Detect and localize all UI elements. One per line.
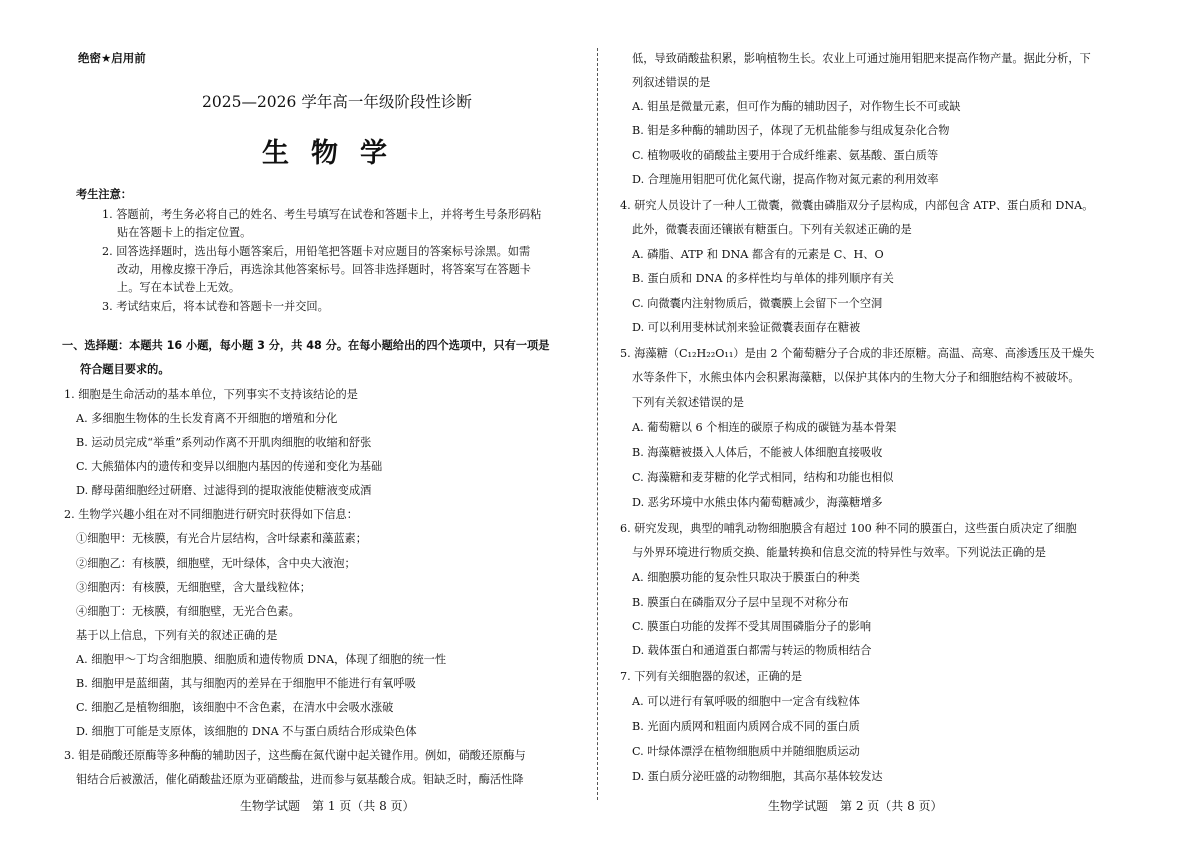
answer-option: B. 运动员完成“举重”系列动作离不开肌肉细胞的收缩和舒张 <box>76 436 372 449</box>
section-heading: 一、选择题：本题共 16 小题，每小题 3 分，共 48 分。在每小题给出的四个选项中，只有一项是 <box>62 339 550 352</box>
answer-option: C. 植物吸收的硝酸盐主要用于合成纤维素、氨基酸、蛋白质等 <box>632 149 939 162</box>
answer-option: A. 细胞甲～丁均含细胞膜、细胞质和遗传物质 DNA，体现了细胞的统一性 <box>76 653 447 666</box>
answer-option: B. 细胞甲是蓝细菌，其与细胞丙的差异在于细胞甲不能进行有氧呼吸 <box>76 677 416 690</box>
page-footer: 生物学试题 第 2 页（共 8 页） <box>768 799 943 813</box>
answer-option: D. 合理施用钼肥可优化氮代谢，提高作物对氮元素的利用效率 <box>632 173 939 186</box>
cell-info: ③细胞丙：有核膜，无细胞壁，含大量线粒体； <box>76 581 311 594</box>
notice-line: 2. 回答选择题时，选出每小题答案后，用铅笔把答题卡对应题目的答案标号涂黑。如需 <box>102 245 531 258</box>
notice-line: 改动，用橡皮擦干净后，再选涂其他答案标号。回答非选择题时，将答案写在答题卡 <box>117 263 531 276</box>
question-stem: 基于以上信息，下列有关的叙述正确的是 <box>76 629 278 642</box>
answer-option: A. 葡萄糖以 6 个相连的碳原子构成的碳链为基本骨架 <box>632 421 897 434</box>
question-stem: 6. 研究发现，典型的哺乳动物细胞膜含有超过 100 种不同的膜蛋白，这些蛋白质决定了细胞 <box>620 522 1077 535</box>
question-stem: 此外，微囊表面还镶嵌有糖蛋白。下列有关叙述正确的是 <box>632 223 912 236</box>
notice-line: 3. 考试结束后，将本试卷和答题卡一并交回。 <box>102 300 329 313</box>
subject-title: 生物学 <box>262 138 409 169</box>
answer-option: D. 蛋白质分泌旺盛的动物细胞，其高尔基体较发达 <box>632 770 883 783</box>
answer-option: D. 酵母菌细胞经过研磨、过滤得到的提取液能使糖液变成酒 <box>76 484 372 497</box>
question-stem: 下列有关叙述错误的是 <box>632 396 744 409</box>
answer-option: A. 磷脂、ATP 和 DNA 都含有的元素是 C、H、O <box>632 248 884 261</box>
notice-line: 上。写在本试卷上无效。 <box>117 281 241 294</box>
cell-info: ②细胞乙：有核膜，细胞壁，无叶绿体，含中央大液泡； <box>76 557 356 570</box>
answer-option: D. 可以利用斐林试剂来验证微囊表面存在糖被 <box>632 321 861 334</box>
notice-heading: 考生注意： <box>76 188 132 201</box>
question-stem: 7. 下列有关细胞器的叙述，正确的是 <box>620 670 803 683</box>
notice-line: 贴在答题卡上的指定位置。 <box>117 226 252 239</box>
answer-option: A. 钼虽是微量元素，但可作为酶的辅助因子，对作物生长不可或缺 <box>632 100 961 113</box>
answer-option: B. 蛋白质和 DNA 的多样性均与单体的排列顺序有关 <box>632 272 894 285</box>
answer-option: C. 海藻糖和麦芽糖的化学式相同，结构和功能也相似 <box>632 471 894 484</box>
cell-info: ④细胞丁：无核膜，有细胞壁，无光合色素。 <box>76 605 300 618</box>
answer-option: C. 大熊猫体内的遗传和变异以细胞内基因的传递和变化为基础 <box>76 460 383 473</box>
answer-option: D. 载体蛋白和通道蛋白都需与转运的物质相结合 <box>632 644 872 657</box>
answer-option: D. 细胞丁可能是支原体，该细胞的 DNA 不与蛋白质结合形成染色体 <box>76 725 417 738</box>
question-stem: 1. 细胞是生命活动的基本单位，下列事实不支持该结论的是 <box>64 388 358 401</box>
question-stem: 列叙述错误的是 <box>632 76 711 89</box>
section-heading: 符合题目要求的。 <box>80 363 170 376</box>
confidential-mark: 绝密★启用前 <box>78 51 146 65</box>
answer-option: D. 恶劣环境中水熊虫体内葡萄糖减少，海藻糖增多 <box>632 496 883 509</box>
answer-option: B. 海藻糖被摄入人体后，不能被人体细胞直接吸收 <box>632 446 883 459</box>
answer-option: C. 叶绿体漂浮在植物细胞质中并随细胞质运动 <box>632 745 860 758</box>
question-stem: 4. 研究人员设计了一种人工微囊，微囊由磷脂双分子层构成，内部包含 ATP、蛋白质和 DNA。 <box>620 199 1094 212</box>
answer-option: B. 膜蛋白在磷脂双分子层中呈现不对称分布 <box>632 596 849 609</box>
question-stem: 3. 钼是硝酸还原酶等多种酶的辅助因子，这些酶在氮代谢中起关键作用。例如，硝酸还原酶与 <box>64 749 526 762</box>
page-footer: 生物学试题 第 1 页（共 8 页） <box>240 799 415 813</box>
answer-option: A. 可以进行有氧呼吸的细胞中一定含有线粒体 <box>632 695 860 708</box>
question-stem: 2. 生物学兴趣小组在对不同细胞进行研究时获得如下信息： <box>64 508 358 521</box>
exam-title: 2025—2026 学年高一年级阶段性诊断 <box>202 93 472 111</box>
answer-option: A. 多细胞生物体的生长发育离不开细胞的增殖和分化 <box>76 412 338 425</box>
answer-option: B. 光面内质网和粗面内质网合成不同的蛋白质 <box>632 720 860 733</box>
page-divider <box>597 48 598 800</box>
answer-option: C. 细胞乙是植物细胞，该细胞中不含色素，在清水中会吸水涨破 <box>76 701 394 714</box>
answer-option: C. 膜蛋白功能的发挥不受其周围磷脂分子的影响 <box>632 620 872 633</box>
question-stem: 与外界环境进行物质交换、能量转换和信息交流的特异性与效率。下列说法正确的是 <box>632 546 1046 559</box>
question-stem: 钼结合后被激活，催化硝酸盐还原为亚硝酸盐，进而参与氨基酸合成。钼缺乏时，酶活性降 <box>76 773 524 786</box>
answer-option: A. 细胞膜功能的复杂性只取决于膜蛋白的种类 <box>632 571 860 584</box>
question-stem: 低，导致硝酸盐积累，影响植物生长。农业上可通过施用钼肥来提高作物产量。据此分析，下 <box>632 52 1091 65</box>
question-stem: 5. 海藻糖（C₁₂H₂₂O₁₁）是由 2 个葡萄糖分子合成的非还原糖。高温、高寒、高渗透压及干燥失 <box>620 347 1095 360</box>
answer-option: C. 向微囊内注射物质后，微囊膜上会留下一个空洞 <box>632 297 883 310</box>
answer-option: B. 钼是多种酶的辅助因子，体现了无机盐能参与组成复杂化合物 <box>632 124 950 137</box>
cell-info: ①细胞甲：无核膜，有光合片层结构，含叶绿素和藻蓝素； <box>76 532 367 545</box>
question-stem: 水等条件下，水熊虫体内会积累海藻糖，以保护其体内的生物大分子和细胞结构不被破坏。 <box>632 371 1080 384</box>
notice-line: 1. 答题前，考生务必将自己的姓名、考生号填写在试卷和答题卡上，并将考生号条形码粘 <box>102 208 542 221</box>
